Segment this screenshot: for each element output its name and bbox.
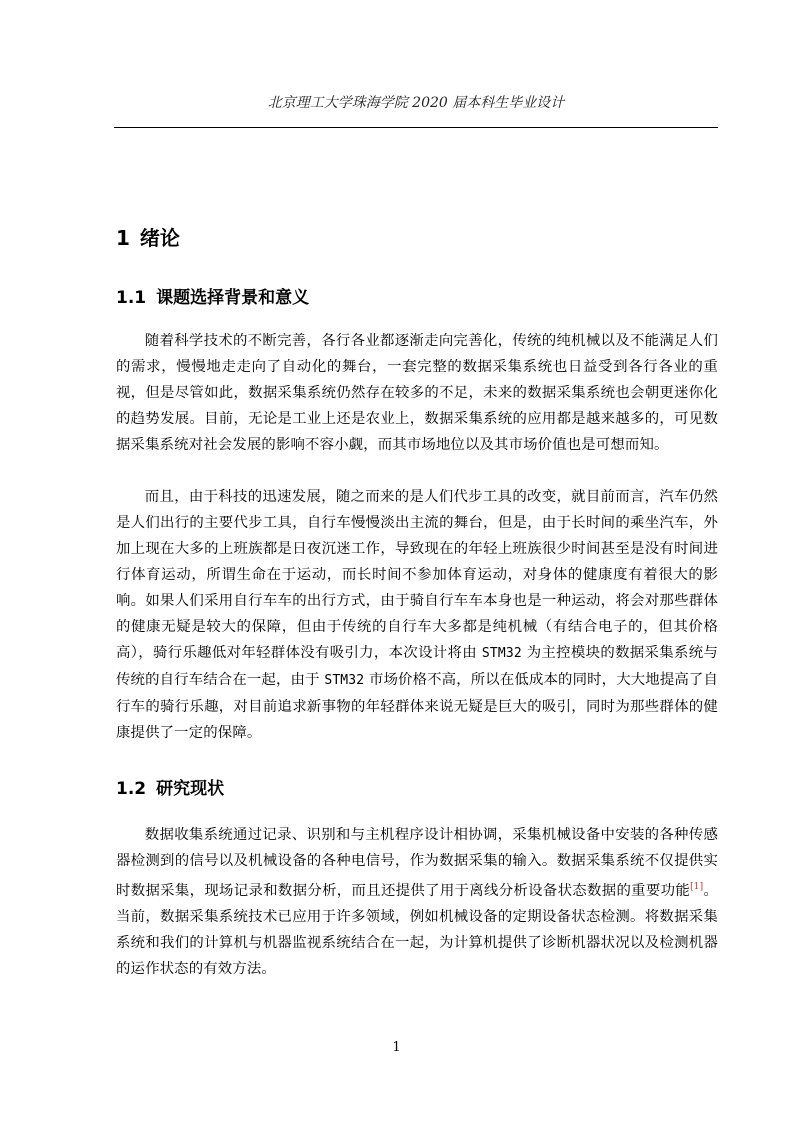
paragraph-text: 市场价格不高，所以在低成本的同时，大大地提高了自行车的骑行乐趣，对目前追求新事物的年轻群体来说无疑是巨大的吸引，同时为那些群体的健康提供了一定的保障。 bbox=[116, 672, 719, 741]
paragraph-text: 数据收集系统通过记录、识别和与主机程序设计相协调，采集机械设备中安装的各种传感器检测到的信号以及机械设备的各种电信号，作为数据采集的输入。数据采集系统不仅提供实时数据采集，现场记录和数据分析，而且还提供了用于离线分析设备状态数据的重要功能 bbox=[116, 827, 718, 899]
section-number: 1.1 bbox=[116, 288, 147, 308]
section-number: 1.2 bbox=[116, 779, 147, 799]
page-number: 1 bbox=[392, 1040, 401, 1055]
header-rule bbox=[114, 127, 718, 128]
paragraph-text: 为主控模块的数据采集系统与传统的自行车结合在一起，由于 bbox=[116, 645, 718, 688]
paragraph-1-1-1: 随着科学技术的不断完善，各行各业都逐渐走向完善化，传统的纯机械以及不能满足人们的需求，慢慢地走走向了自动化的舞台，一套完整的数据采集系统也日益受到各行各业的重视，但是尽管如此，数据采集系统仍然存在较多的不足，未来的数据采集系统也会朝更迷你化的趋势发展。目前，无论是工业上还是农业上，数据采集系统的应用都是越来越多的，可见数据采集系统对社会发展的影响不容小觑，而其市场地位以及其市场价值也是可想而知。 bbox=[116, 333, 718, 453]
running-header: 北京理工大学珠海学院 2020 届本科生毕业设计 bbox=[267, 95, 565, 111]
citation-link[interactable]: [1] bbox=[690, 882, 704, 892]
section-heading-1-2 bbox=[116, 774, 224, 799]
section-title: 研究现状 bbox=[156, 779, 225, 799]
paragraph-text: 而且，由于科技的迅速发展，随之而来的是人们代步工具的改变，就目前而言，汽车仍然 是人们出行的主要代步工具，自行车慢慢淡出主流的舞台，但是，由于长时间的乘坐汽车，外加上现在大多的上班族都是日夜沉迷工作，导致现在的年轻上班族很少时间甚至是没有时间进行体育运动，所谓生命在于运动，而长时间不参加体育运动，对身体的健康度有着很大的影响。如果人们采用自行车车的出行方式，由于骑自行车车本身也是一种运动，将会对那些群体的健康无疑是较大的保障，但由于传统的自行车大多都是纯机械（有结合电子的，但其价格高），骑行乐趣低对年轻群体没有吸引力，本次设计将由 bbox=[116, 489, 718, 661]
chapter-number: 1 bbox=[116, 226, 130, 250]
chapter-heading bbox=[116, 222, 180, 251]
paragraph-1-1-2 bbox=[116, 484, 718, 746]
paragraph-text: 。当前，数据采集系统技术已应用于许多领域，例如机械设备的定期设备状态检测。将数据采集系统和我们的计算机与机器监视系统结合在一起，为计算机提供了诊断机器状况以及检测机器的运作状态的有效方法。 bbox=[116, 882, 719, 977]
paragraph-1-2-1 bbox=[116, 822, 718, 982]
stm32-term: STM32 bbox=[324, 673, 365, 688]
chapter-title: 绪论 bbox=[139, 226, 180, 250]
section-title: 课题选择背景和意义 bbox=[156, 288, 310, 308]
section-heading-1-1 bbox=[116, 283, 309, 308]
stm32-term: STM32 bbox=[481, 646, 522, 661]
